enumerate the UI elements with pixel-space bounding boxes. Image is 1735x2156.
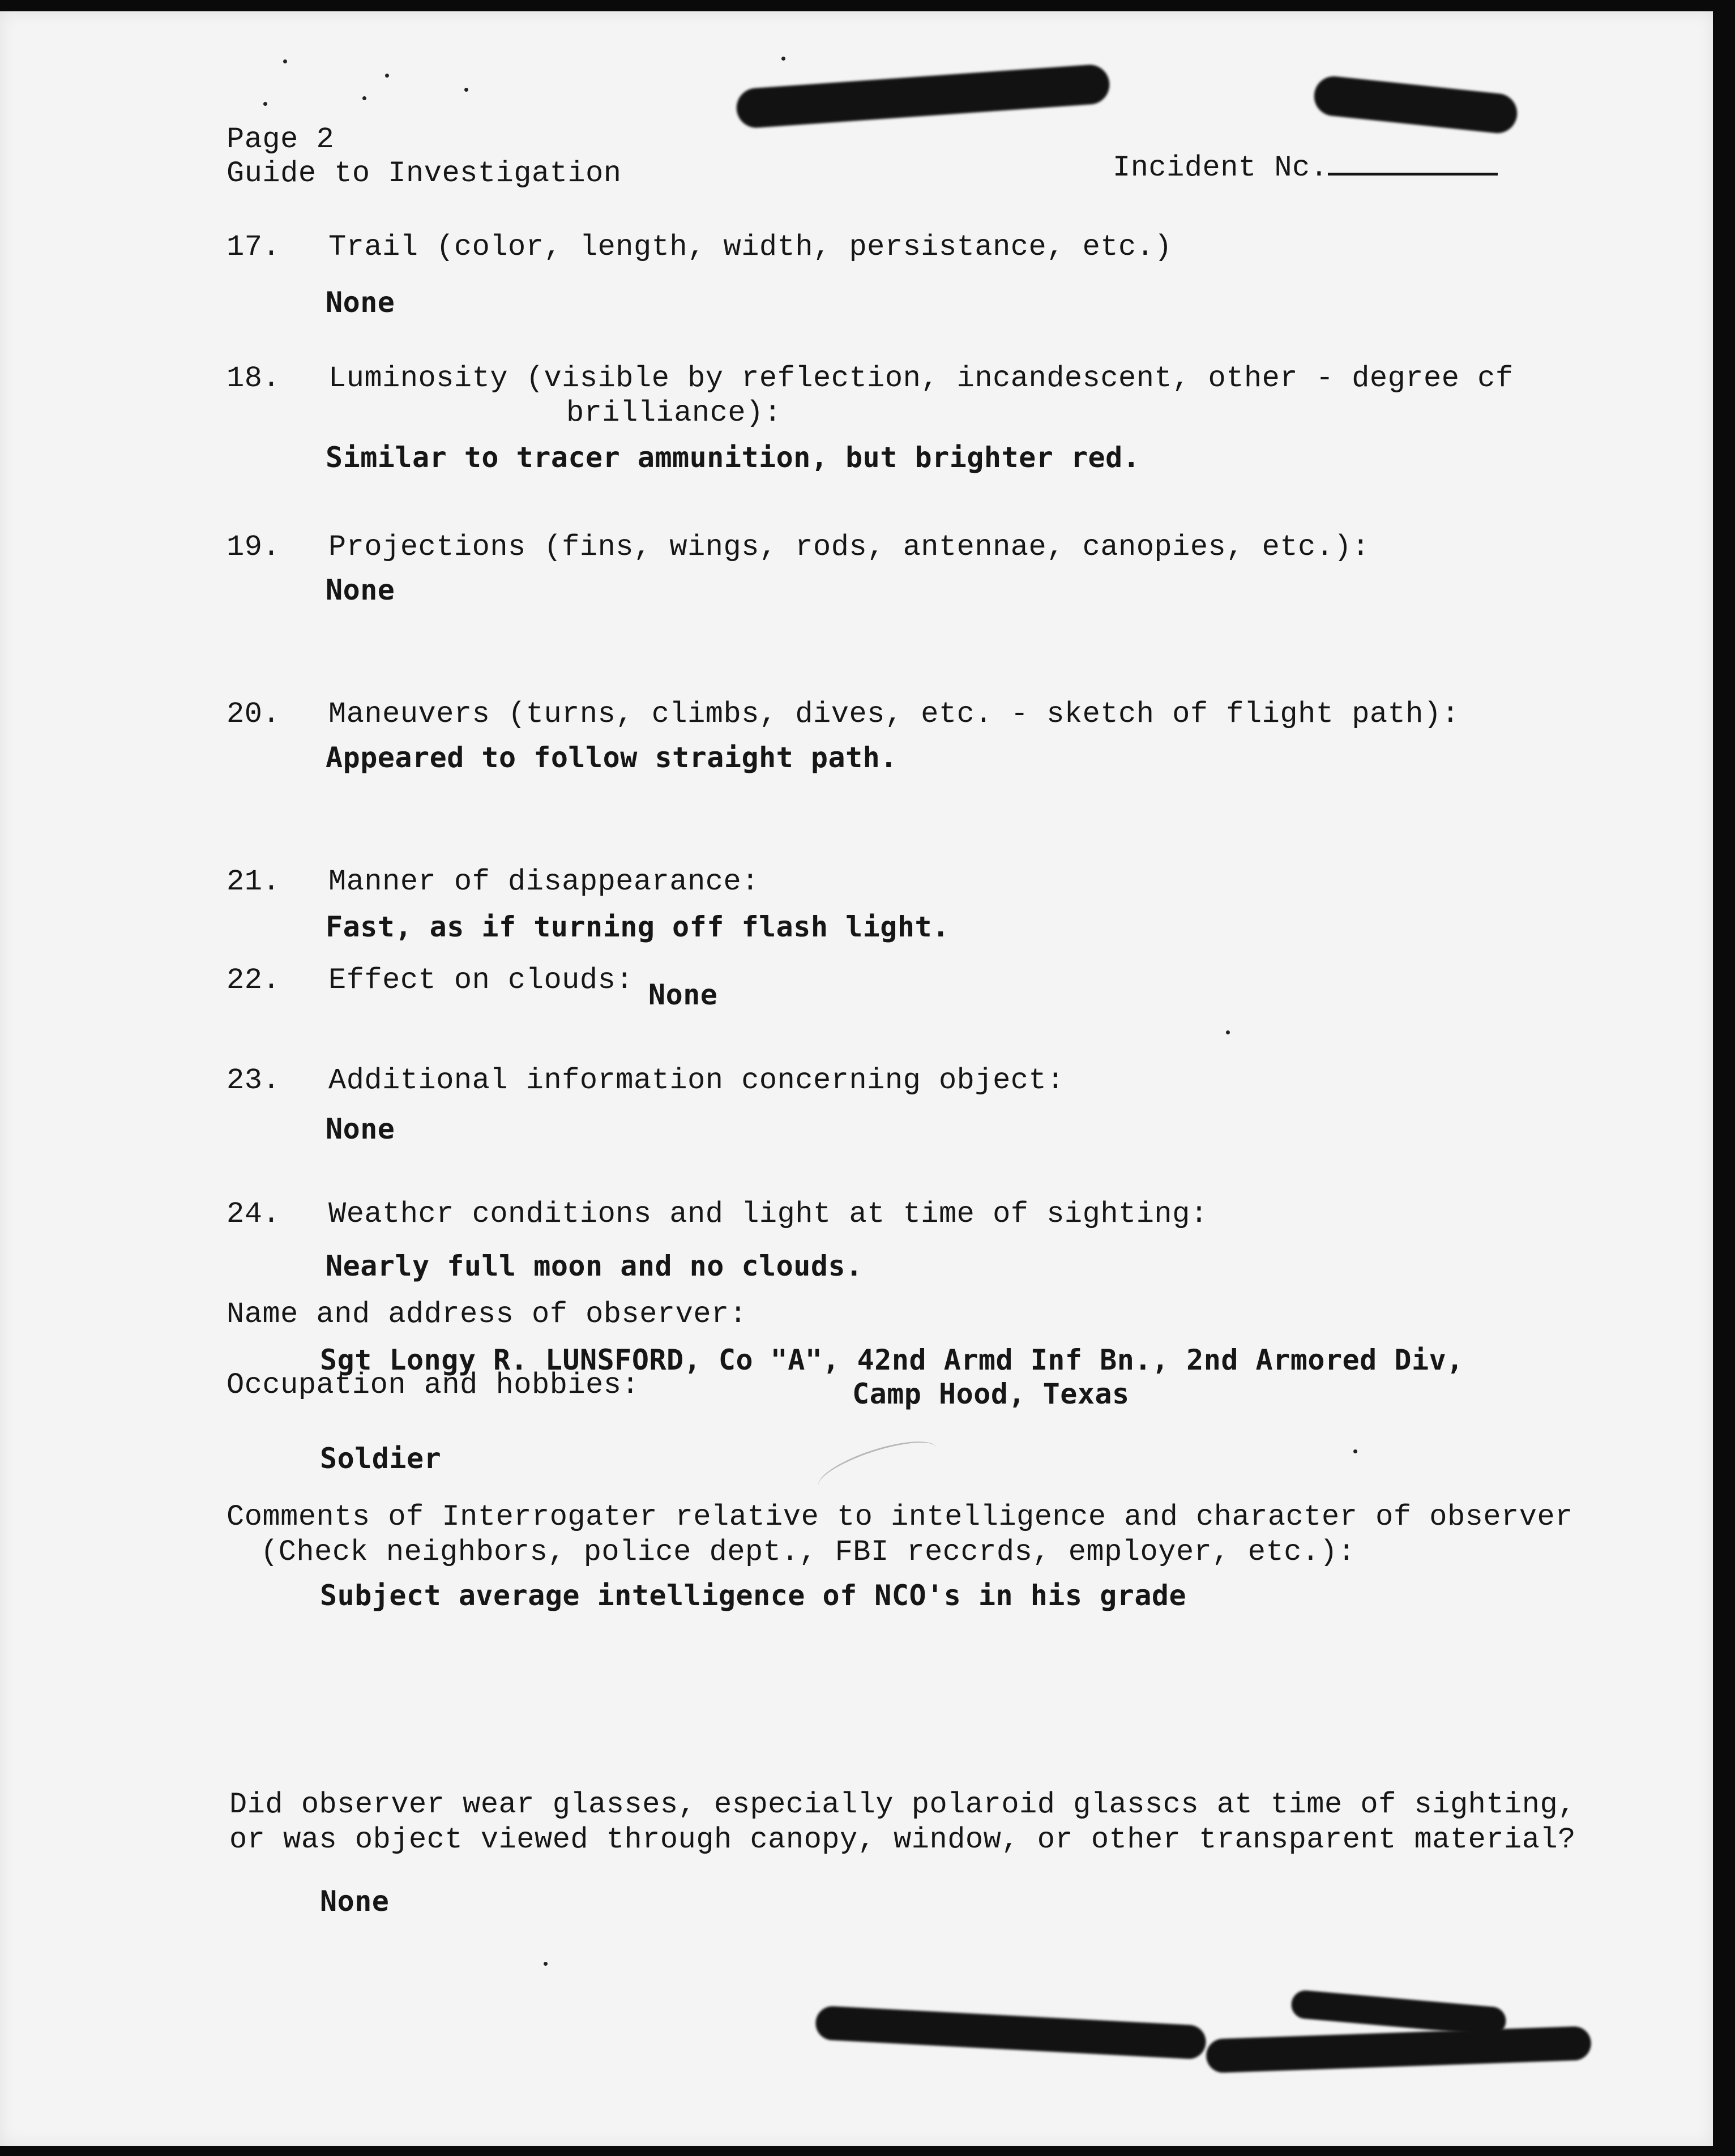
- comments-value: Subject average intelligence of NCO's in his grade: [320, 1579, 1187, 1612]
- item-label: Maneuvers (turns, climbs, dives, etc. - sketch of flight path):: [328, 698, 1460, 731]
- item-label: Weathcr conditions and light at time of sighting:: [328, 1197, 1208, 1231]
- comments-label: Comments of Interrogater relative to intelligence and character of observer: [227, 1500, 1573, 1534]
- redaction-mark-bottom-right: [1206, 2026, 1592, 2073]
- item-answer: Appeared to follow straight path.: [326, 741, 898, 774]
- incident-blank: [1328, 150, 1498, 176]
- item-label: Effect on clouds:: [328, 964, 634, 997]
- item-number: 23.: [227, 1064, 281, 1097]
- item-number: 20.: [227, 698, 281, 731]
- observer-name-value: Sgt Longy R. LUNSFORD, Co "A", 42nd Armd Inf Bn., 2nd Armored Div,: [320, 1344, 1464, 1376]
- item-answer: None: [326, 574, 395, 606]
- item-number: 18.: [227, 362, 281, 395]
- speck: [544, 1962, 548, 1966]
- occupation-value: Soldier: [320, 1442, 442, 1475]
- page-number: Page 2: [227, 123, 335, 156]
- item-label: Additional information concerning object:: [328, 1064, 1065, 1097]
- comments-label-continued: (Check neighbors, police dept., FBI reccrds, employer, etc.):: [260, 1535, 1356, 1569]
- speck: [781, 57, 785, 61]
- item-answer: Fast, as if turning off flash light.: [326, 910, 950, 943]
- incident-label: Incident Nc.: [1113, 151, 1328, 185]
- observer-name-label: Name and address of observer:: [227, 1298, 747, 1331]
- document-title: Guide to Investigation: [227, 157, 622, 190]
- speck: [283, 59, 287, 63]
- incident-number-field: [1113, 150, 1498, 186]
- item-label-continued: brilliance):: [566, 396, 782, 430]
- redaction-mark-bottom-top: [1290, 1990, 1507, 2037]
- glasses-question-line2: or was object viewed through canopy, window, or other transparent material?: [229, 1823, 1576, 1856]
- redaction-mark-top-right: [1312, 74, 1519, 135]
- document-page: [0, 11, 1713, 2146]
- paper-scratch: [813, 1431, 943, 1504]
- speck: [263, 102, 267, 106]
- occupation-label: Occupation and hobbies:: [227, 1368, 640, 1402]
- item-answer: Similar to tracer ammunition, but brighter red.: [326, 441, 1140, 474]
- item-number: 19.: [227, 531, 281, 564]
- glasses-answer: None: [320, 1885, 390, 1918]
- redaction-mark-bottom-left: [815, 2005, 1207, 2060]
- item-label: Manner of disappearance:: [328, 865, 759, 899]
- item-label: Projections (fins, wings, rods, antennae, canopies, etc.):: [328, 531, 1370, 564]
- item-label: Luminosity (visible by reflection, incandescent, other - degree cf: [328, 362, 1514, 395]
- item-number: 22.: [227, 964, 281, 997]
- speck: [464, 88, 468, 92]
- glasses-question-line1: Did observer wear glasses, especially polaroid glasscs at time of sighting,: [229, 1788, 1576, 1821]
- item-answer: None: [326, 286, 395, 319]
- redaction-mark-top-center: [735, 63, 1110, 129]
- item-answer: Nearly full moon and no clouds.: [326, 1250, 863, 1282]
- speck: [1353, 1449, 1357, 1453]
- speck: [362, 96, 366, 100]
- item-number: 17.: [227, 230, 281, 264]
- item-label: Trail (color, length, width, persistance, etc.): [328, 230, 1173, 264]
- item-answer: None: [648, 978, 718, 1011]
- item-answer: None: [326, 1113, 395, 1145]
- item-number: 21.: [227, 865, 281, 899]
- speck: [385, 74, 389, 78]
- speck: [1226, 1030, 1230, 1034]
- item-number: 24.: [227, 1197, 281, 1231]
- observer-address-continued: Camp Hood, Texas: [852, 1378, 1130, 1410]
